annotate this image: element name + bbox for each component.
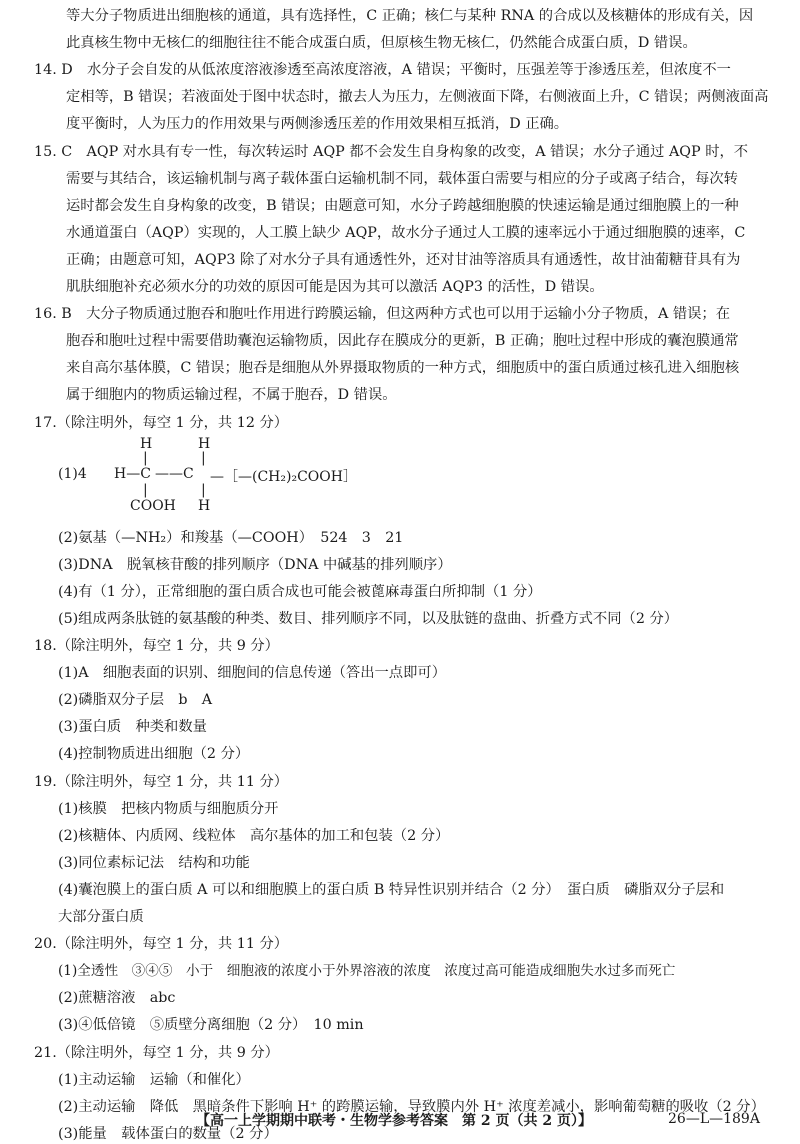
answer-line: (2)磷脂双分子层 b A (58, 692, 213, 709)
struct-h-top-1: H (140, 435, 153, 452)
struct-bond-bottom-1: | (143, 481, 148, 498)
struct-h-top-2: H (198, 435, 211, 452)
answer-line: (1)核膜 把核内物质与细胞质分开 (58, 800, 279, 817)
struct-bond-top-2: | (201, 449, 206, 466)
answer-line: (4)囊泡膜上的蛋白质 A 可以和细胞膜上的蛋白质 B 特异性识别并结合（2 分） 蛋白质 磷脂双分子层和 (58, 881, 725, 898)
text-line: 肌肤细胞补充必须水分的功效的原因可能是因为其可以激活 AQP3 的活性，D 错误。 (66, 279, 604, 295)
answer-line: (3)蛋白质 种类和数量 (58, 719, 207, 736)
answer-line: 大部分蛋白质 (58, 909, 144, 925)
question-17-header: 17.（除注明外，每空 1 分，共 12 分） (34, 414, 289, 431)
struct-bond-bottom-2: | (201, 481, 206, 498)
struct-label: (1)4 (58, 465, 87, 482)
answer-16-line: 16. B 大分子物质通过胞吞和胞吐作用进行跨膜运输，但这两种方式也可以用于运输小分子物质，A 错误；在 (34, 306, 731, 323)
struct-r-group: —［—(CH₂)₂COOH］ (210, 468, 357, 485)
question-20-header: 20.（除注明外，每空 1 分，共 11 分） (34, 936, 289, 953)
answer-line: (2)核糖体、内质网、线粒体 高尔基体的加工和包装（2 分） (58, 827, 450, 844)
text-line: 正确；由题意可知，AQP3 除了对水分子具有通透性外，还对甘油等溶质具有通透性，故甘油葡糖苷具有为 (66, 251, 741, 268)
struct-cooh: COOH (130, 497, 176, 514)
answer-line: (3)同位素标记法 结构和功能 (58, 854, 250, 871)
struct-h-bottom: H (198, 497, 211, 514)
text-line: 需要与其结合，该运输机制与离子载体蛋白运输机制不同，载体蛋白需要与相应的分子或离子结合，每次转 (66, 170, 738, 187)
answer-line: (2)主动运输 降低 黑暗条件下影响 H⁺ 的跨膜运输，导致膜内外 H⁺ 浓度差减小，影响葡萄糖的吸收（2 分） (58, 1098, 765, 1115)
answer-line: (2)蔗糖溶液 abc (58, 990, 176, 1007)
answer-line: (4)有（1 分），正常细胞的蛋白质合成也可能会被蓖麻毒蛋白所抑制（1 分） (58, 583, 542, 600)
text-line: 定相等，B 错误；若液面处于图中状态时，撤去人为压力，左侧液面下降，右侧液面上升，C 错误；两侧液面高 (66, 89, 769, 106)
question-18-header: 18.（除注明外，每空 1 分，共 9 分） (34, 638, 279, 654)
answer-line: (4)控制物质进出细胞（2 分） (58, 746, 250, 763)
answer-14-line: 14. D 水分子会自发的从低浓度溶液渗透至高浓度溶液，A 错误；平衡时，压强差等于渗透压差，但浓度不一 (34, 62, 731, 79)
answer-line: (1)全透性 ③④⑤ 小于 细胞液的浓度小于外界溶液的浓度 浓度过高可能造成细胞失水过多而死亡 (58, 963, 676, 980)
text-line: 来自高尔基体膜，C 错误；胞吞是细胞从外界摄取物质的一种方式，细胞质中的蛋白质通过核孔进入细胞核 (66, 360, 740, 377)
answer-line: (3)④低倍镜 ⑤质壁分离细胞（2 分） 10 min (58, 1017, 364, 1034)
page-footer: 【高一上学期期中联考・生物学参考答案 第 2 页（共 2 页）】 (196, 1113, 592, 1129)
text-line: 此真核生物中无核仁的细胞往往不能合成蛋白质，但原核生物无核仁，仍然能合成蛋白质，D 错误。 (66, 35, 697, 52)
text-line: 等大分子物质进出细胞核的通道，具有选择性，C 正确；核仁与某种 RNA 的合成以及核糖体的形成有关，因 (66, 8, 754, 24)
struct-middle-bond: ——C (155, 465, 194, 482)
text-line: 属于细胞内的物质运输过程，不属于胞吞，D 错误。 (66, 387, 397, 404)
struct-bond-top-1: | (143, 449, 148, 466)
text-line: 水通道蛋白（AQP）实现的，人工膜上缺少 AQP，故水分子通过人工膜的速率远小于通过细胞膜的速率，C (66, 224, 746, 241)
document-code: 26—L—189A (668, 1111, 760, 1127)
answer-line: (1)A 细胞表面的识别、细胞间的信息传递（答出一点即可） (58, 665, 446, 682)
struct-left-carbon: H—C (114, 465, 151, 482)
text-line: 胞吞和胞吐过程中需要借助囊泡运输物质，因此存在膜成分的更新，B 正确；胞吐过程中形成的囊泡膜通常 (66, 333, 739, 350)
question-19-header: 19.（除注明外，每空 1 分，共 11 分） (34, 773, 289, 790)
text-line: 运时都会发生自身构象的改变，B 错误；由题意可知，水分子跨越细胞膜的快速运输是通过细胞膜上的一种 (66, 197, 739, 214)
answer-line: (3)DNA 脱氧核苷酸的排列顺序（DNA 中碱基的排列顺序） (58, 556, 452, 573)
text-line: 度平衡时，人为压力的作用效果与两侧渗透压差的作用效果相互抵消，D 正确。 (66, 116, 569, 133)
answer-line: (3)能量 载体蛋白的数量（2 分） (58, 1125, 278, 1142)
answer-line: (2)氨基（—NH₂）和羧基（—COOH） 524 3 21 (58, 529, 404, 546)
answer-line: (5)组成两条肽链的氨基酸的种类、数目、排列顺序不同，以及肽链的盘曲、折叠方式不同（2 分） (58, 610, 679, 627)
amino-acid-structure (58, 436, 478, 526)
answer-line: (1)主动运输 运输（和催化） (58, 1071, 250, 1088)
question-21-header: 21.（除注明外，每空 1 分，共 9 分） (34, 1044, 279, 1061)
answer-15-line: 15. C AQP 对水具有专一性，每次转运时 AQP 都不会发生自身构象的改变，A 错误；水分子通过 AQP 时，不 (34, 143, 749, 160)
